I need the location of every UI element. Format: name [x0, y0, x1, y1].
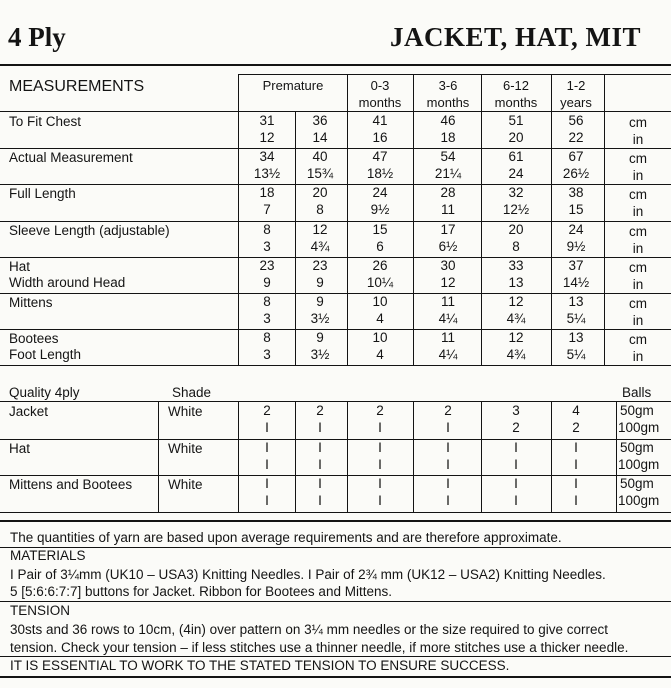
measurement-cm-value: 40 [312, 149, 328, 165]
yarn-column-line [481, 402, 482, 512]
ball-count-50gm: I [318, 476, 322, 491]
measurement-cm-value: 20 [312, 185, 328, 201]
ball-count-100gm: I [446, 456, 450, 472]
materials-line-2: 5 [5:6:6:7:7] buttons for Jacket. Ribbon for Bootees and Mittens. [10, 584, 392, 599]
yarn-column-line [158, 402, 159, 512]
size-header-4-line2: years [560, 95, 592, 110]
measurement-cm-value: 51 [508, 113, 524, 128]
measurement-in-value: 8 [512, 238, 520, 254]
ball-count-50gm: I [574, 476, 578, 491]
measurement-in-value: 7 [263, 202, 271, 218]
header-col-line [413, 74, 414, 112]
measurement-cm-value: 12 [508, 294, 524, 309]
quantities-note: The quantities of yarn are based upon average requirements and are therefore approximate. [10, 530, 562, 545]
ball-count-100gm: I [446, 420, 450, 435]
unit-in: in [632, 204, 644, 220]
ball-count-100gm: I [318, 420, 322, 435]
measurement-in-value: 6½ [438, 238, 458, 254]
measurement-in-value: 18½ [366, 166, 394, 182]
column-line [604, 112, 605, 365]
measurement-in-value: 26½ [562, 166, 590, 182]
measurement-cm-value: 46 [440, 113, 456, 128]
materials-line-1: I Pair of 3¼mm (UK10 – USA3) Knitting Needles. I Pair of 2¾ mm (UK12 – USA2) Knitting Needles. [10, 567, 606, 582]
ball-count-100gm: 2 [512, 420, 520, 435]
brand-label: 4 Ply [8, 22, 66, 52]
size-header-2-line1: 3-6 [438, 78, 458, 93]
column-line [347, 112, 348, 365]
measurement-cm-value: 24 [568, 221, 584, 237]
measurement-in-value: 4¾ [506, 347, 526, 363]
yarn-column-line [413, 402, 414, 512]
measurement-cm-value: 37 [568, 257, 584, 273]
measurement-in-value: 6 [376, 238, 384, 254]
measurement-in-value: 4 [376, 311, 384, 326]
unit-in: in [632, 132, 644, 147]
measurement-in-value: 4¼ [438, 311, 458, 326]
measurement-label: Mittens [9, 295, 53, 310]
yarn-header-line [0, 401, 671, 402]
ball-count-50gm: 2 [444, 403, 452, 418]
yarn-shade: White [168, 404, 203, 419]
title-rule [0, 64, 671, 66]
measurement-cm-value: 38 [568, 185, 584, 201]
ball-count-100gm: I [378, 420, 382, 435]
measurement-in-value: 22 [568, 130, 584, 145]
measurement-cm-value: 61 [508, 149, 524, 165]
ball-count-50gm: 4 [572, 403, 580, 418]
measurement-sublabel: Width around Head [9, 274, 126, 290]
measurement-in-value: 10¼ [366, 274, 394, 290]
measurement-cm-value: 30 [440, 257, 456, 273]
measurement-in-value: 9 [263, 274, 271, 290]
measurement-cm-value: 56 [568, 113, 584, 128]
yarn-item-label: Jacket [9, 404, 49, 419]
tension-heading: TENSION [10, 603, 71, 618]
unit-cm: cm [629, 115, 647, 130]
measurement-in-value: 3½ [310, 347, 330, 363]
unit-in: in [632, 349, 644, 365]
unit-cm: cm [629, 296, 647, 311]
ball-count-100gm: I [378, 456, 382, 472]
measurement-in-value: 14½ [562, 274, 590, 290]
measurement-cm-value: 8 [263, 294, 271, 309]
measurement-cm-value: 12 [508, 330, 524, 346]
ball-count-100gm: I [378, 493, 382, 508]
shade-header: Shade [172, 385, 212, 400]
measurement-label: To Fit Chest [9, 114, 82, 129]
balls-header: Balls [622, 385, 652, 400]
measurement-cm-value: 34 [259, 149, 275, 165]
measurement-cm-value: 10 [372, 330, 388, 346]
column-line [551, 112, 552, 365]
measurement-in-value: 20 [508, 130, 524, 145]
ball-count-50gm: I [574, 439, 578, 455]
measurement-in-value: 4¾ [506, 311, 526, 326]
measurement-cm-value: 28 [440, 185, 456, 201]
measurement-in-value: 18 [440, 130, 456, 145]
measurement-in-value: 13½ [253, 166, 281, 182]
ball-count-100gm: I [514, 493, 518, 508]
measurement-sublabel: Foot Length [9, 347, 82, 363]
measurement-cm-value: 11 [440, 330, 455, 346]
quality-header: Quality 4ply [9, 385, 80, 400]
measurement-cm-value: 67 [568, 149, 584, 165]
unit-cm: cm [629, 187, 647, 203]
header-bottom-line [0, 111, 671, 112]
measurement-in-value: 3½ [310, 311, 330, 326]
measurement-in-value: 3 [263, 238, 271, 254]
measurement-cm-value: 26 [372, 257, 388, 273]
yarn-column-line [347, 402, 348, 512]
measurement-in-value: 8 [316, 202, 324, 218]
measurement-label: Bootees [9, 331, 59, 347]
measurement-cm-value: 54 [440, 149, 456, 165]
unit-cm: cm [629, 259, 647, 275]
ball-count-50gm: 3 [512, 403, 520, 418]
yarn-shade: White [168, 477, 203, 492]
row-divider [0, 365, 671, 366]
measurement-cm-value: 41 [372, 113, 388, 128]
header-col-line [347, 74, 348, 112]
materials-heading: MATERIALS [10, 548, 86, 563]
column-line [295, 112, 296, 365]
header-col-line [481, 74, 482, 112]
measurement-in-value: 21¼ [434, 166, 462, 182]
measurement-cm-value: 31 [259, 113, 275, 128]
yarn-item-label: Hat [9, 440, 31, 456]
ball-count-50gm: I [378, 476, 382, 491]
bottom-rule [0, 676, 671, 678]
measurement-in-value: 15 [568, 202, 584, 218]
measurement-cm-value: 24 [372, 185, 388, 201]
unit-cm: cm [629, 223, 647, 239]
ball-count-100gm: I [265, 456, 269, 472]
measurement-cm-value: 23 [312, 257, 328, 273]
yarn-column-line [616, 402, 617, 512]
ball-count-50gm: I [514, 439, 518, 455]
unit-in: in [632, 276, 644, 292]
ball-count-100gm: 2 [572, 420, 580, 435]
tension-line-1: 30sts and 36 rows to 10cm, (4in) over pattern on 3¼ mm needles or the size required to give correct [10, 622, 609, 637]
unit-cm: cm [629, 332, 647, 348]
measurement-cm-value: 8 [263, 221, 271, 237]
size-header-4-line1: 1-2 [566, 78, 586, 93]
measurement-cm-value: 32 [508, 185, 524, 201]
measurement-in-value: 15¾ [306, 166, 334, 182]
yarn-item-label: Mittens and Bootees [9, 477, 133, 492]
notes-top-rule [0, 520, 671, 522]
yarn-column-line [295, 402, 296, 512]
measurement-label: Full Length [9, 186, 76, 202]
measurement-cm-value: 36 [312, 113, 328, 128]
measurement-in-value: 9½ [370, 202, 390, 218]
header-top-line [238, 74, 671, 75]
ball-weight-100gm: 100gm [618, 456, 660, 472]
unit-in: in [632, 240, 644, 256]
ball-count-50gm: 2 [263, 403, 271, 418]
unit-in: in [632, 168, 644, 184]
measurement-cm-value: 12 [312, 221, 328, 237]
measurement-cm-value: 9 [316, 294, 324, 309]
measurement-label: Hat [9, 258, 31, 274]
ball-count-50gm: I [318, 439, 322, 455]
tension-rule [0, 601, 671, 602]
measurement-cm-value: 10 [372, 294, 388, 309]
size-header-1-line1: 0-3 [370, 78, 390, 93]
measurement-cm-value: 13 [568, 330, 584, 346]
measurement-in-value: 12 [259, 130, 275, 145]
measurement-cm-value: 15 [372, 221, 388, 237]
essential-note: IT IS ESSENTIAL TO WORK TO THE STATED TENSION TO ENSURE SUCCESS. [10, 658, 510, 673]
measurement-in-value: 3 [263, 311, 271, 326]
yarn-row-divider [0, 512, 671, 513]
measurement-cm-value: 33 [508, 257, 524, 273]
measurement-cm-value: 18 [259, 185, 275, 201]
ball-weight-100gm: 100gm [618, 420, 660, 435]
ball-count-50gm: I [446, 439, 450, 455]
measurements-heading: MEASUREMENTS [9, 78, 145, 95]
measurement-in-value: 4¼ [438, 347, 458, 363]
ball-count-100gm: I [514, 456, 518, 472]
size-header-1-line2: months [358, 95, 402, 110]
column-line [413, 112, 414, 365]
measurement-in-value: 4 [376, 347, 384, 363]
measurement-cm-value: 23 [259, 257, 275, 273]
ball-count-100gm: I [265, 420, 269, 435]
size-header-3-line2: months [494, 95, 538, 110]
ball-count-100gm: I [318, 493, 322, 508]
measurement-in-value: 11 [440, 202, 455, 218]
ball-weight-50gm: 50gm [620, 439, 654, 455]
ball-count-100gm: I [265, 493, 269, 508]
size-header-2-line2: months [426, 95, 470, 110]
ball-count-50gm: 2 [376, 403, 384, 418]
size-header-3-line1: 6-12 [502, 78, 530, 93]
measurement-in-value: 16 [372, 130, 388, 145]
ball-count-100gm: I [574, 456, 578, 472]
ball-weight-100gm: 100gm [618, 493, 660, 508]
measurement-in-value: 3 [263, 347, 271, 363]
measurement-cm-value: 20 [508, 221, 524, 237]
ball-count-50gm: I [514, 476, 518, 491]
measurement-cm-value: 8 [263, 330, 271, 346]
yarn-column-line [551, 402, 552, 512]
unit-in: in [632, 313, 644, 328]
measurement-label: Actual Measurement [9, 150, 133, 166]
ball-count-50gm: I [265, 476, 269, 491]
ball-count-50gm: I [446, 476, 450, 491]
ball-weight-50gm: 50gm [620, 476, 654, 491]
measurement-in-value: 9 [316, 274, 324, 290]
ball-count-50gm: I [378, 439, 382, 455]
measurement-cm-value: 13 [568, 294, 584, 309]
measurement-in-value: 14 [312, 130, 328, 145]
measurement-in-value: 12 [440, 274, 456, 290]
column-line [238, 112, 239, 365]
ball-count-50gm: 2 [316, 403, 324, 418]
ball-count-100gm: I [574, 493, 578, 508]
page-title: JACKET, HAT, MIT [390, 22, 642, 52]
ball-count-100gm: I [318, 456, 322, 472]
header-col-line [551, 74, 552, 112]
measurement-in-value: 5¼ [566, 311, 586, 326]
measurement-in-value: 4¾ [310, 238, 330, 254]
yarn-shade: White [168, 440, 203, 456]
unit-cm: cm [629, 151, 647, 167]
measurement-cm-value: 11 [440, 294, 455, 309]
materials-rule [0, 547, 671, 548]
measurement-cm-value: 47 [372, 149, 388, 165]
measurement-in-value: 9½ [566, 238, 586, 254]
measurement-label: Sleeve Length (adjustable) [9, 222, 170, 238]
measurement-in-value: 13 [508, 274, 524, 290]
measurement-in-value: 24 [508, 166, 524, 182]
column-line [481, 112, 482, 365]
measurement-cm-value: 17 [440, 221, 456, 237]
header-col-line [604, 74, 605, 112]
ball-count-50gm: I [265, 439, 269, 455]
measurement-in-value: 5¼ [566, 347, 586, 363]
ball-weight-50gm: 50gm [620, 403, 654, 418]
header-col-line [238, 74, 239, 112]
essential-rule [0, 656, 671, 657]
measurement-cm-value: 9 [316, 330, 324, 346]
yarn-column-line [238, 402, 239, 512]
ball-count-100gm: I [446, 493, 450, 508]
size-header-0-line1: Premature [262, 78, 324, 93]
measurement-in-value: 12½ [502, 202, 530, 218]
tension-line-2: tension. Check your tension – if less stitches use a thinner needle, if more stitches use a thicker needle. [10, 640, 629, 655]
